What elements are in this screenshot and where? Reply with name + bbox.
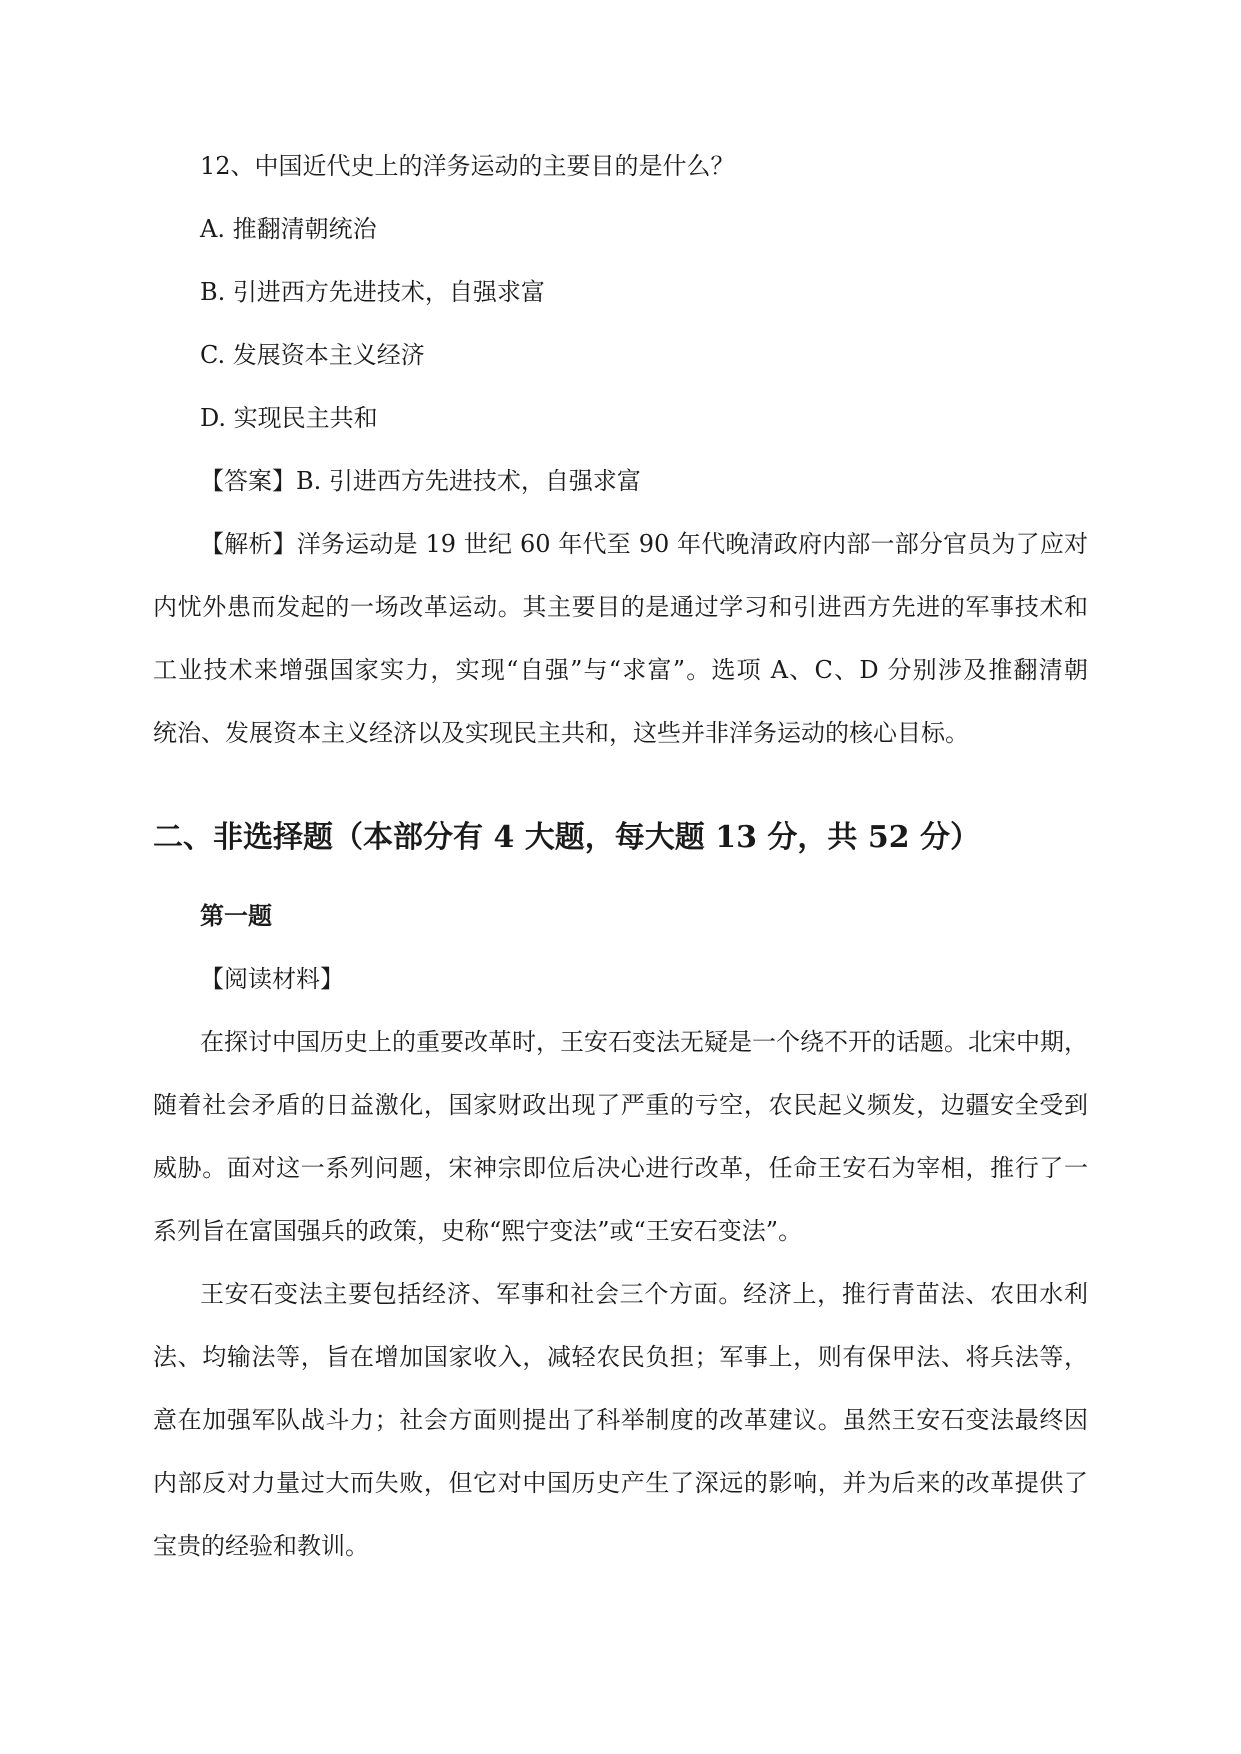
option-a: A. 推翻清朝统治: [200, 215, 377, 243]
paragraph-line: 王安石变法主要包括经济、军事和社会三个方面。经济上，推行青苗法、农田水利: [200, 1280, 1088, 1308]
analysis-line: 【解析】洋务运动是 19 世纪 60 年代至 90 年代晚清政府内部一部分官员为了应对: [200, 530, 1088, 558]
question-subheading: 第一题: [200, 901, 272, 930]
paragraph-line: 系列旨在富国强兵的政策，史称“熙宁变法”或“王安石变法”。: [153, 1217, 803, 1245]
option-c: C. 发展资本主义经济: [200, 341, 425, 369]
material-label: 【阅读材料】: [200, 965, 344, 993]
analysis-line: 工业技术来增强国家实力，实现“自强”与“求富”。选项 A、C、D 分别涉及推翻清朝: [153, 656, 1088, 684]
question-stem: 12、中国近代史上的洋务运动的主要目的是什么？: [200, 152, 735, 180]
paragraph-line: 内部反对力量过大而失败，但它对中国历史产生了深远的影响，并为后来的改革提供了: [153, 1469, 1088, 1497]
option-b: B. 引进西方先进技术，自强求富: [200, 278, 545, 306]
paragraph-line: 宝贵的经验和教训。: [153, 1532, 369, 1560]
paragraph-line: 在探讨中国历史上的重要改革时，王安石变法无疑是一个绕不开的话题。北宋中期，: [200, 1028, 1088, 1056]
analysis-line: 内忧外患而发起的一场改革运动。其主要目的是通过学习和引进西方先进的军事技术和: [153, 593, 1088, 621]
answer-line: 【答案】B. 引进西方先进技术，自强求富: [200, 467, 641, 495]
paragraph-line: 威胁。面对这一系列问题，宋神宗即位后决心进行改革，任命王安石为宰相，推行了一: [153, 1154, 1088, 1182]
option-d: D. 实现民主共和: [200, 404, 378, 432]
analysis-line: 统治、发展资本主义经济以及实现民主共和，这些并非洋务运动的核心目标。: [153, 719, 969, 747]
section-heading: 二、非选择题（本部分有 4 大题，每大题 13 分，共 52 分）: [153, 820, 981, 855]
paragraph-line: 法、均输法等，旨在增加国家收入，减轻农民负担；军事上，则有保甲法、将兵法等，: [153, 1343, 1088, 1371]
paragraph-line: 随着社会矛盾的日益激化，国家财政出现了严重的亏空，农民起义频发，边疆安全受到: [153, 1091, 1088, 1119]
paragraph-line: 意在加强军队战斗力；社会方面则提出了科举制度的改革建议。虽然王安石变法最终因: [153, 1406, 1088, 1434]
